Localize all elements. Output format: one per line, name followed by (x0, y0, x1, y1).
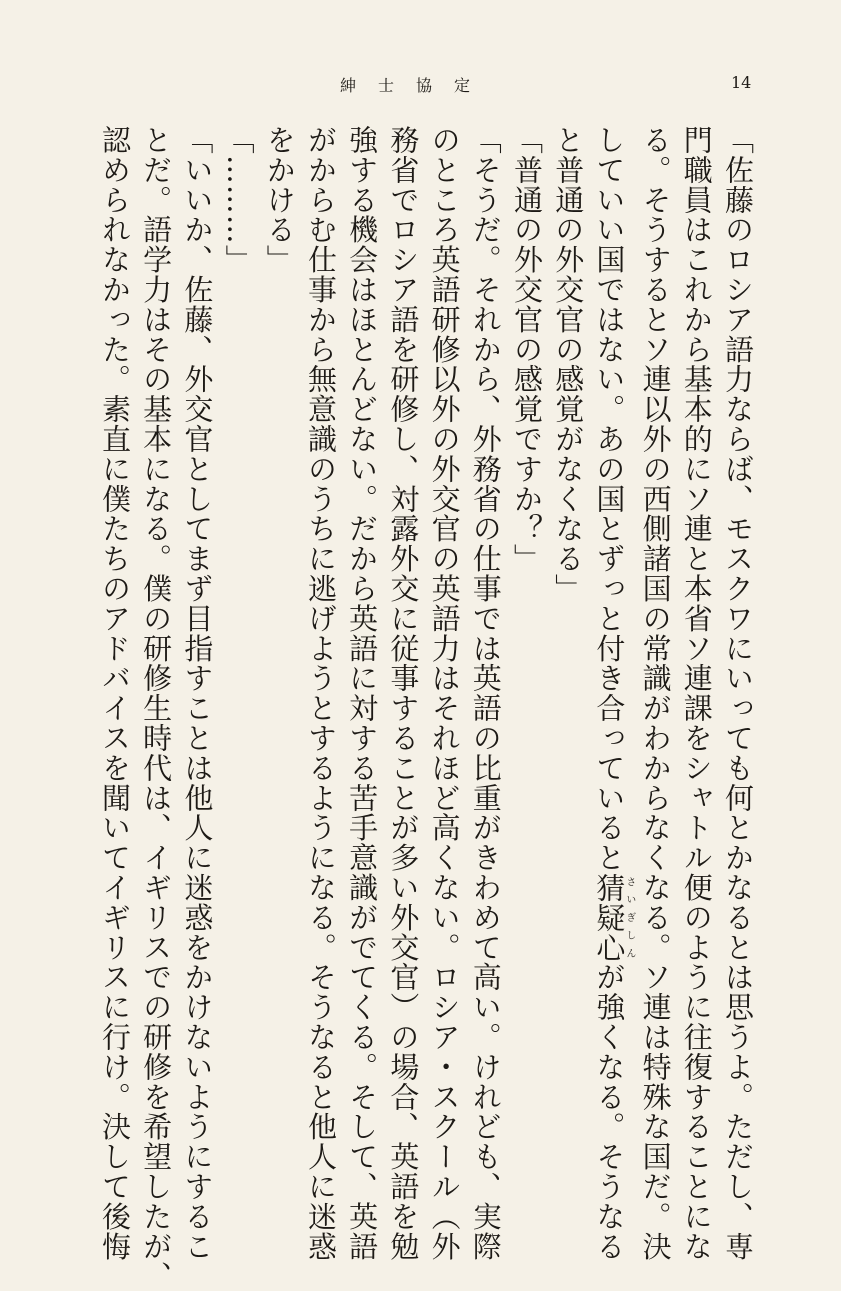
body-text (97, 125, 758, 1291)
text-line: と普通の外交官の感覚がなくなる」 (551, 125, 586, 604)
text-line: 「普通の外交官の感覚ですか？」 (509, 125, 544, 574)
text-line: をかける」 (262, 125, 297, 275)
text-segment: していい国ではない。あの国とずっと付き合っていると (592, 125, 627, 873)
text-line: 「いいか、佐藤、外交官としてまず目指すことは他人に迷惑をかけないようにするこ (180, 125, 215, 1262)
text-line: 認められなかった。素直に僕たちのアドバイスを聞いてイギリスに行け。決して後悔 (97, 125, 132, 1262)
text-line: がからむ仕事から無意識のうちに逃げようとするようになる。そうなると他人に迷惑 (303, 125, 338, 1262)
text-line: 「………」 (221, 125, 256, 275)
text-line: 務省でロシア語を研修し、対露外交に従事することが多い外交官）の場合、英語を勉 (386, 125, 421, 1262)
text-line (588, 125, 635, 1262)
text-line: 「佐藤のロシア語力ならば、モスクワにいっても何とかなるとは思うよ。ただし、専 (721, 125, 755, 1262)
ruby-base: 猜疑心 (592, 872, 627, 963)
page-number: 14 (731, 73, 752, 92)
text-line: 「そうだ。それから、外務省の仕事では英語の比重がきわめて高い。けれども、実際 (468, 125, 503, 1262)
ruby-word (592, 872, 635, 963)
text-segment: が強くなる。そうなる (592, 962, 627, 1262)
running-title: 紳士協定 (340, 76, 493, 95)
text-line: 強する機会はほとんどない。だから英語に対する苦手意識がでてくる。そして、英語 (345, 125, 380, 1262)
text-line: 門職員はこれから基本的にソ連と本省ソ連課をシャトル便のように往復することにな (679, 125, 714, 1262)
ruby-reading: さいぎしん (623, 872, 635, 963)
text-line: のところ英語研修以外の外交官の英語力はそれほど高くない。ロシア・スクール（外 (427, 125, 462, 1262)
text-line: る。そうするとソ連以外の西側諸国の常識がわからなくなる。ソ連は特殊な国だ。決 (638, 125, 673, 1262)
text-line: とだ。語学力はその基本になる。僕の研修生時代は、イギリスでの研修を希望したが、 (139, 125, 174, 1291)
